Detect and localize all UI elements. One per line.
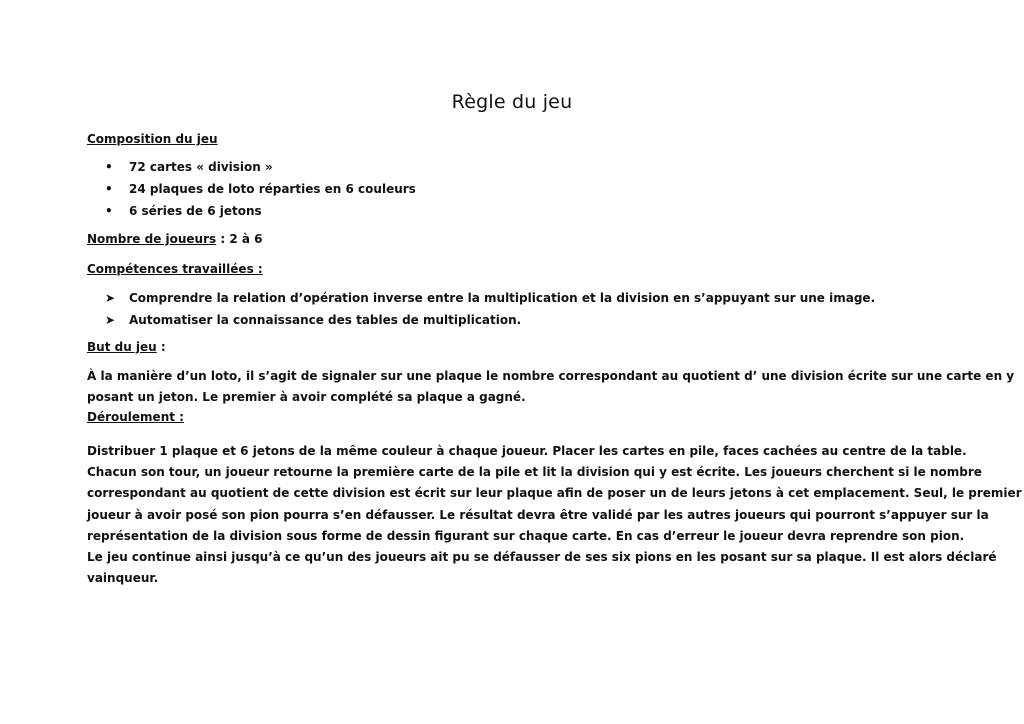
procedure-line: Distribuer 1 plaque et 6 jetons de la même couleur à chaque joueur. Placer les cartes en pile, faces cachées au centre de la table. bbox=[87, 444, 967, 458]
arrow-right-icon: ➤ bbox=[105, 313, 116, 327]
procedure-paragraph bbox=[87, 441, 1022, 589]
bullet-dot-icon: • bbox=[105, 160, 113, 174]
page-title: Règle du jeu bbox=[451, 91, 573, 113]
players-line bbox=[87, 232, 262, 246]
procedure-line: joueur à avoir posé son pion pourra s’en défausser. Le résultat devra être validé par les autres joueurs qui pourront s’appuyer sur la bbox=[87, 507, 989, 522]
procedure-line: Chacun son tour, un joueur retourne la première carte de la pile et lit la division qui y est écrite. Les joueurs cherchent si le nombre bbox=[87, 465, 982, 480]
composition-item: • 24 plaques de loto réparties en 6 couleurs bbox=[105, 182, 416, 196]
arrow-right-icon: ➤ bbox=[105, 291, 116, 305]
composition-item: • 72 cartes « division » bbox=[105, 160, 273, 174]
goal-heading: But du jeu bbox=[87, 340, 157, 354]
goal-heading-line bbox=[87, 340, 166, 354]
procedure-line: vainqueur. bbox=[87, 571, 159, 586]
procedure-line: Le jeu continue ainsi jusqu’à ce qu’un des joueurs ait pu se défausser de ses six pions en les posant sur sa plaque. Il est alors déclaré bbox=[87, 549, 997, 564]
goal-line: À la manière d’un loto, il s’agit de signaler sur une plaque le nombre correspondant au quotient d’ une division écrite sur une carte en y bbox=[87, 369, 1015, 383]
skills-heading: Compétences travaillées : bbox=[87, 262, 263, 276]
goal-paragraph bbox=[87, 366, 1014, 408]
goal-heading-suffix: : bbox=[156, 340, 166, 354]
composition-heading: Composition du jeu bbox=[87, 132, 218, 146]
players-value: : 2 à 6 bbox=[216, 232, 263, 246]
bullet-dot-icon: • bbox=[105, 182, 113, 196]
bullet-dot-icon: • bbox=[105, 204, 113, 218]
skills-item: ➤ Comprendre la relation d’opération inverse entre la multiplication et la division en s’appuyant sur une image. bbox=[105, 291, 876, 305]
procedure-heading: Déroulement : bbox=[87, 410, 184, 424]
skills-item: ➤ Automatiser la connaissance des tables de multiplication. bbox=[105, 313, 522, 327]
procedure-line: correspondant au quotient de cette division est écrit sur leur plaque afin de poser un de leurs jetons à cet emplacement. Seul, le premier bbox=[87, 486, 1022, 501]
players-label: Nombre de joueurs bbox=[87, 232, 217, 246]
procedure-line: représentation de la division sous forme de dessin figurant sur chaque carte. En cas d’erreur le joueur devra reprendre son pion. bbox=[87, 528, 965, 543]
composition-item: • 6 séries de 6 jetons bbox=[105, 204, 262, 218]
goal-line: posant un jeton. Le premier à avoir complété sa plaque a gagné. bbox=[87, 390, 526, 405]
